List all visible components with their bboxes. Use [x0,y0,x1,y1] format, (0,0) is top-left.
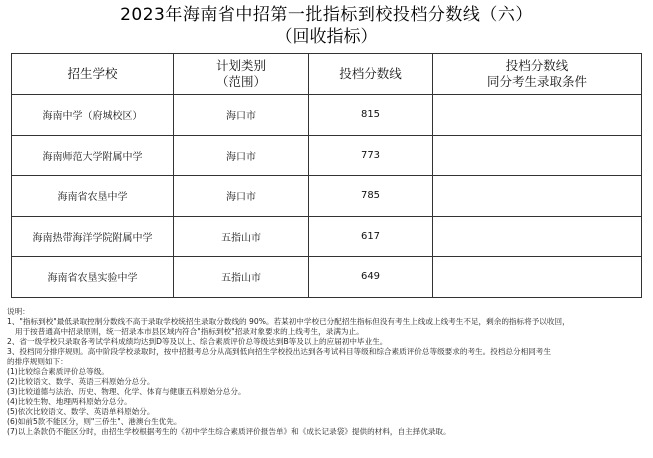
cell-tie [433,95,642,136]
page-subtitle: （回收指标） [275,27,378,47]
header-score: 投档分数线 [309,54,433,95]
table-row [12,135,642,176]
cell-tie [433,176,642,217]
header-tie-line2: 同分考生录取条件 [486,74,587,89]
notes-line: 1、"指标到校"最低录取控制分数线不高于录取学校统招生录取分数线的 90%。若某初中学校已分配招生指标但没有考生上线或上线考生不足，剩余的指标将予以收回， [7,317,570,326]
notes-line: (5)依次比较语文、数学、英语单科原始分。 [7,407,155,416]
cell-tie [433,257,642,298]
header-tie [433,54,642,95]
header-plan-line2: （范围） [215,74,266,89]
header-plan-line1: 计划类别 [215,58,266,73]
cell-score: 649 [309,257,433,298]
header-plan [174,54,309,95]
notes-line: 的排序规则如下： [7,357,68,366]
cell-score: 785 [309,176,433,217]
notes-line: 用于按普通高中招录原则，统一招录本市县区域内符合"指标到校"招录对象要求的上线考生，录满为止。 [15,327,364,336]
notes-line: 2、省一级学校只录取各考试学科成绩均达到D等及以上、综合素质评价总等级达到B等及以上的应届初中毕业生。 [7,337,388,346]
notes-line: (7)以上条款仍不能区分时，由招生学校根据考生的《初中学生综合素质评价报告单》和《成长记录袋》提供的材料，自主择优录取。 [7,427,451,436]
cell-plan: 五指山市 [174,216,309,257]
notes-line: (1)比较综合素质评价总等级。 [7,367,109,376]
notes-line: (4)比较生物、地理两科原始分总分。 [7,397,132,406]
cell-school: 海南省农垦中学 [12,176,174,217]
cell-school: 海南师范大学附属中学 [12,135,174,176]
cell-score: 815 [309,95,433,136]
cell-plan: 海口市 [174,176,309,217]
notes-section [7,307,647,437]
table-header-row [12,54,642,95]
cell-school: 海南中学（府城校区） [12,95,174,136]
cell-plan: 五指山市 [174,257,309,298]
table-row [12,95,642,136]
table-row [12,176,642,217]
table-row [12,257,642,298]
notes-heading: 说明： [7,307,30,316]
page-title: 2023年海南省中招第一批指标到校投档分数线（六） [120,5,533,25]
notes-line: (6)如前5款不能区分，则"三侨生"、港澳台生优先。 [7,417,182,426]
cell-score: 773 [309,135,433,176]
header-school: 招生学校 [12,54,174,95]
notes-line: (3)比较道德与法治、历史、物理、化学、体育与健康五科原始分总分。 [7,387,246,396]
table-row [12,216,642,257]
cell-school: 海南热带海洋学院附属中学 [12,216,174,257]
cell-plan: 海口市 [174,95,309,136]
cell-score: 617 [309,216,433,257]
cell-tie [433,216,642,257]
cell-tie [433,135,642,176]
notes-line: (2)比较语文、数学、英语三科原始分总分。 [7,377,155,386]
header-tie-line1: 投档分数线 [505,58,569,73]
cell-plan: 海口市 [174,135,309,176]
notes-line: 3、投档同分排序规则。高中阶段学校录取时，按中招报考总分从高到低向招生学校投出达到各考试科目等级和综合素质评价总等级要求的考生。投档总分相同考生 [7,347,551,356]
score-table [11,53,642,298]
cell-school: 海南省农垦实验中学 [12,257,174,298]
